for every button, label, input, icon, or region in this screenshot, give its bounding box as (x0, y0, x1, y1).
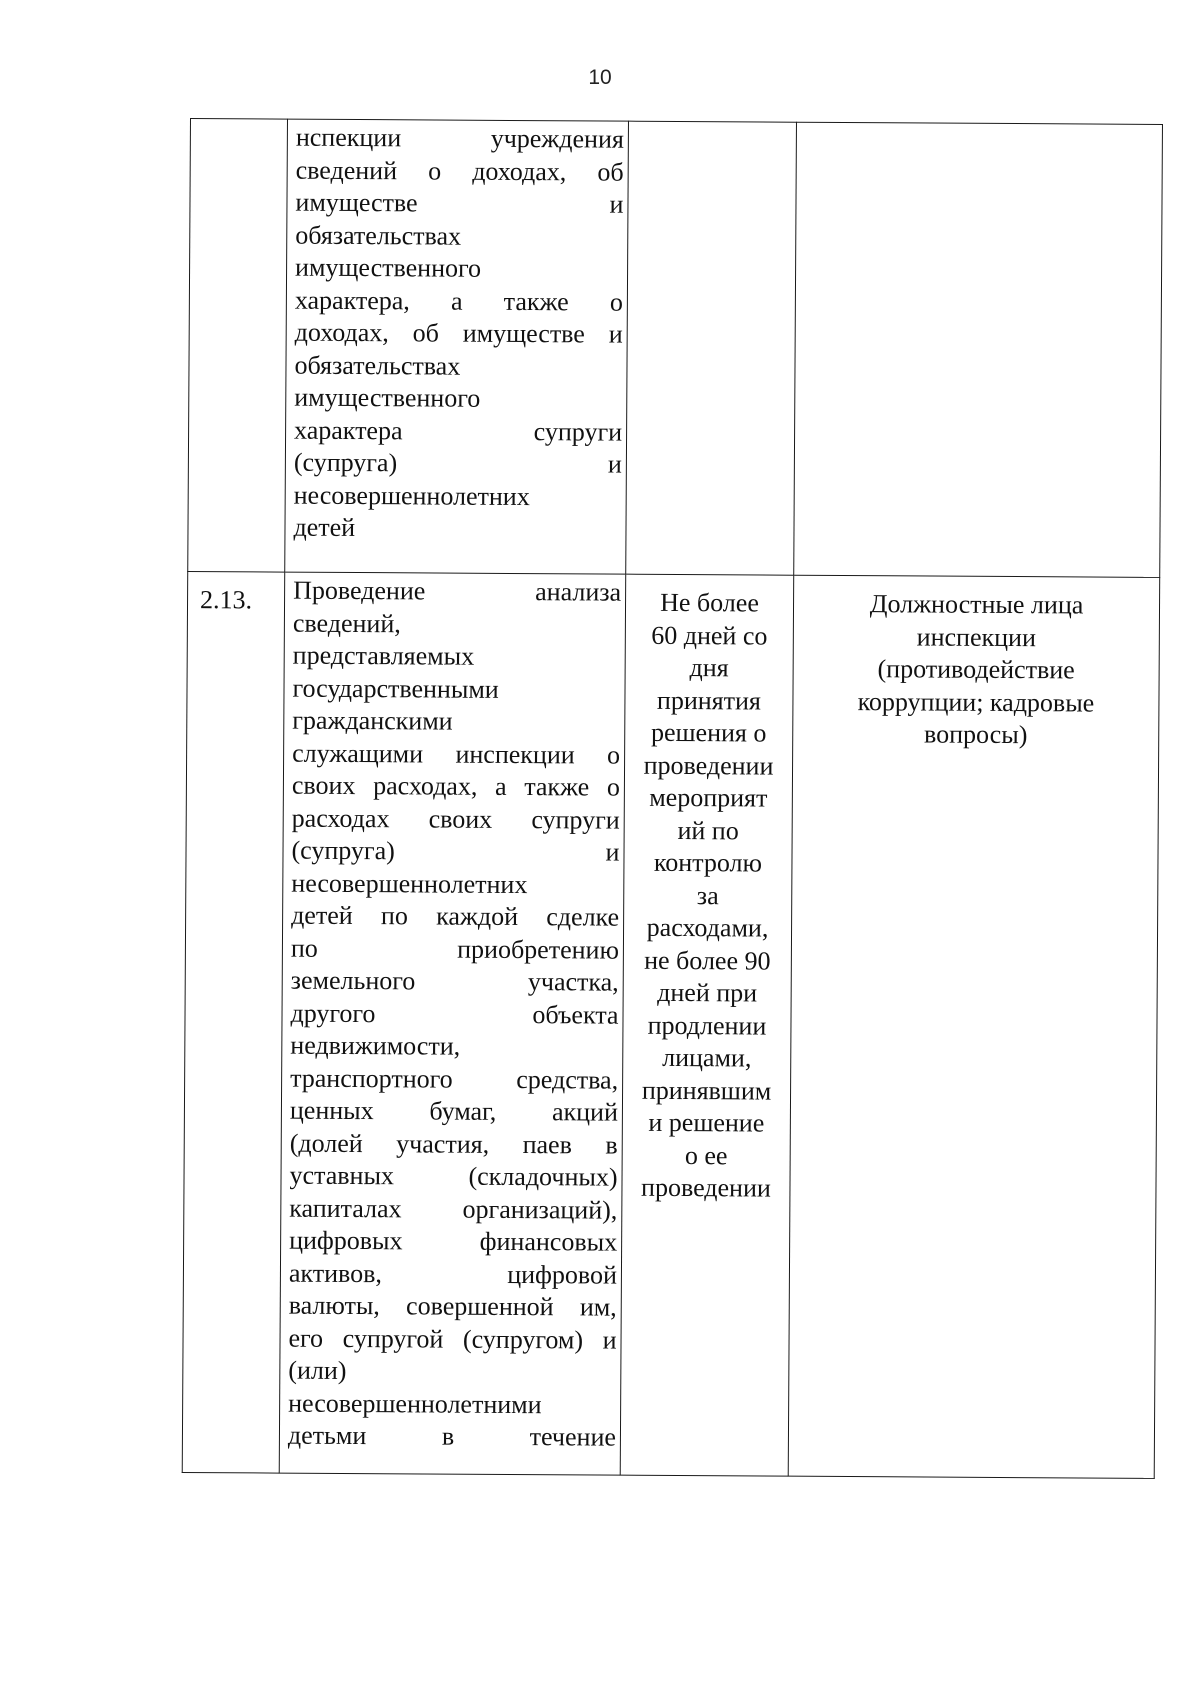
text-line: дней при (657, 977, 758, 1008)
text-line: ий по (677, 815, 739, 845)
text-line: инспекции (916, 621, 1037, 652)
text-line: не более 90 (644, 945, 771, 976)
text-line: детей по каждой сделке (291, 900, 620, 932)
text-line: несовершеннолетними (288, 1388, 542, 1419)
page-number: 10 (588, 66, 612, 89)
text-line: проведении (643, 750, 774, 781)
text-line: доходах, об имуществе и (294, 317, 623, 349)
text-line: дня (689, 653, 729, 683)
text-line: вопросы) (923, 719, 1028, 750)
text-line: детей (293, 512, 356, 543)
text-line: характера супруги (294, 415, 623, 447)
text-line: имущественного (295, 252, 482, 283)
text-line: (долей участия, паев в (289, 1128, 618, 1160)
text-line: лицами, (662, 1042, 752, 1073)
text-line: продлении (647, 1010, 767, 1041)
text-line: транспортного средства, (290, 1063, 619, 1095)
text-line: имущественного (294, 382, 481, 413)
text-line: сведений о доходах, об (295, 155, 624, 187)
text-line: проведении (641, 1172, 771, 1203)
description-cell (279, 572, 625, 1475)
item-number-cell (188, 119, 288, 573)
text-line: несовершеннолетних (293, 480, 530, 511)
text-line: ценных бумаг, акций (289, 1095, 619, 1127)
text-line: характера, а также о (294, 285, 623, 317)
text-line: за (696, 880, 719, 910)
text-line: (противодействие (877, 654, 1075, 685)
text-line: уставных (складочных) (289, 1160, 618, 1192)
deadline-cell (620, 574, 794, 1476)
text-line: представляемых (292, 640, 475, 671)
text-line: цифровых финансовых (289, 1225, 618, 1257)
description-cell (285, 119, 629, 574)
text-line: решения о (650, 717, 767, 748)
text-line: детьми в течение (287, 1420, 617, 1452)
table-row (188, 119, 1163, 578)
text-line: его супругой (супругом) и (288, 1323, 617, 1355)
text-line: другого объекта (290, 998, 619, 1030)
text-line: контролю (653, 847, 763, 878)
text-line: Должностные лица (869, 589, 1084, 620)
responsible-cell (794, 122, 1163, 577)
text-line: служащими инспекции о (292, 738, 621, 770)
text-line: коррупции; кадровые (857, 686, 1095, 718)
text-line: недвижимости, (290, 1030, 461, 1061)
text-line: 60 дней со (651, 620, 768, 651)
text-line: своих расходах, а также о (291, 770, 621, 802)
text-line: (или) (288, 1355, 347, 1385)
text-line: о ее (684, 1140, 728, 1170)
table-row (182, 571, 1159, 1478)
text-line: по приобретению (290, 933, 620, 965)
text-line: Проведение анализа (293, 575, 622, 607)
text-line: обязательствах (294, 350, 461, 381)
deadline-cell (626, 121, 797, 575)
text-line: валюты, совершенной им, (288, 1290, 617, 1322)
text-line: обязательствах (295, 220, 462, 251)
text-line: имуществе и (295, 187, 624, 219)
text-line: мероприят (649, 782, 768, 813)
text-line: расходами, (646, 912, 769, 943)
text-line: сведений, (292, 608, 401, 638)
text-line: активов, цифровой (288, 1258, 618, 1290)
plan-table (182, 118, 1163, 1479)
text-line: несовершеннолетних (291, 868, 528, 899)
text-line: земельного участка, (290, 965, 619, 997)
text-line: капиталах организаций), (289, 1193, 618, 1225)
text-line: и решение (648, 1107, 765, 1138)
text-line: принятия (656, 685, 762, 715)
text-line: принявшим (641, 1075, 772, 1106)
text-line: (супруга) и (291, 835, 620, 867)
responsible-cell (788, 575, 1159, 1478)
text-line: гражданскими (292, 705, 453, 736)
item-number-cell: 2.13. (182, 571, 285, 1473)
text-line: государственными (292, 673, 499, 704)
text-line: Не более (660, 587, 760, 618)
text-line: расходах своих супруги (291, 803, 620, 835)
text-line: нспекции учреждения (295, 122, 624, 154)
text-line: (супруга) и (293, 447, 622, 479)
